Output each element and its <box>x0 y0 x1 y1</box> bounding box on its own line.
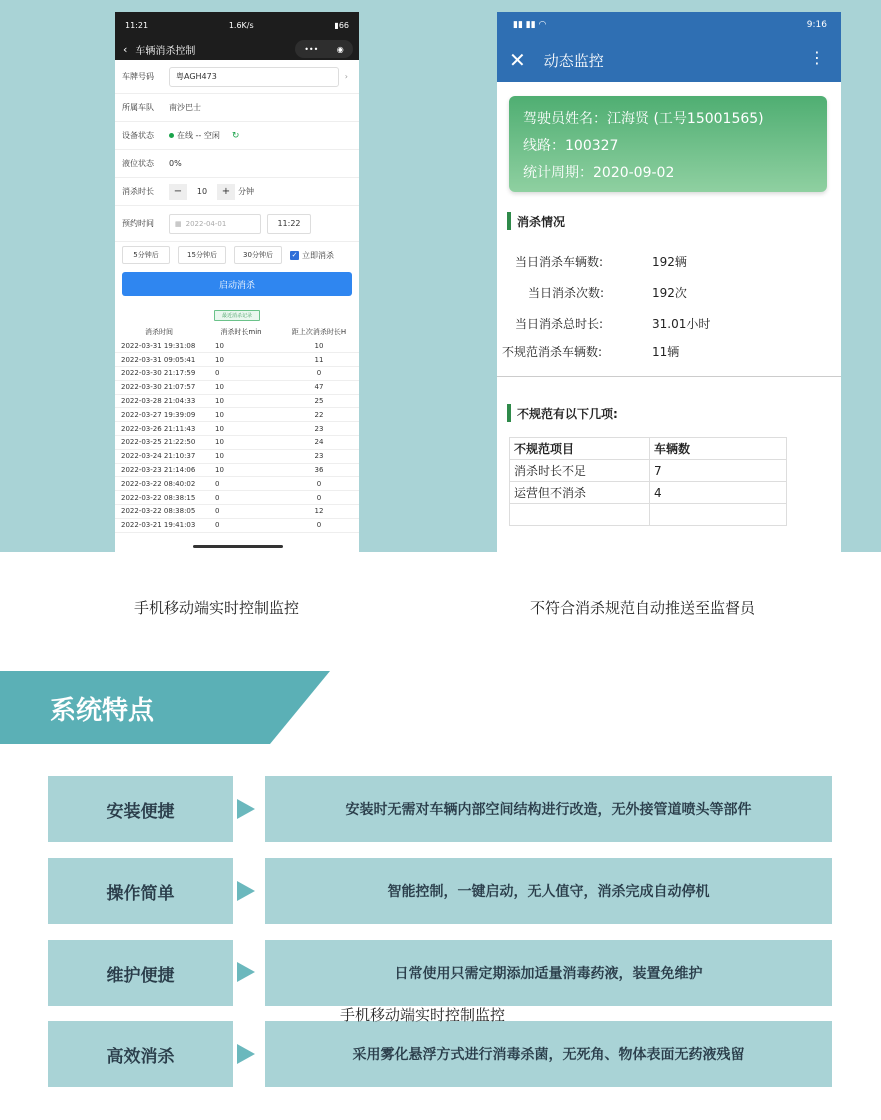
feature-key-efficient: 高效消杀 <box>48 1021 233 1087</box>
record-duration: 10 <box>203 463 279 477</box>
page-title: 车辆消杀控制 <box>135 45 196 57</box>
quick-30min-button[interactable]: 30分钟后 <box>234 246 282 264</box>
stat-label-count: 当日消杀次数: <box>528 286 605 300</box>
table-row <box>115 353 359 367</box>
record-duration: 10 <box>203 380 279 394</box>
close-icon[interactable]: ✕ <box>509 48 526 72</box>
plate-select[interactable] <box>169 67 348 87</box>
record-time: 2022-03-21 19:41:03 <box>115 518 203 532</box>
row-item <box>510 504 650 526</box>
stat-value-vehicles: 192辆 <box>652 255 687 269</box>
record-duration: 10 <box>203 436 279 450</box>
caption-right: 不符合消杀规范自动推送至监督员 <box>530 599 756 617</box>
record-time: 2022-03-27 19:39:09 <box>115 408 203 422</box>
table-row <box>115 394 359 408</box>
quick-15min-button[interactable]: 15分钟后 <box>178 246 226 264</box>
record-duration: 10 <box>203 353 279 367</box>
record-time: 2022-03-30 21:17:59 <box>115 367 203 381</box>
plate-row <box>115 60 359 94</box>
check-icon: ✓ <box>291 250 298 259</box>
arrow-right-icon <box>237 881 255 901</box>
home-indicator <box>193 545 283 548</box>
stat-value-irregular: 11辆 <box>652 345 680 359</box>
battery-icon: ▮66 <box>334 20 349 30</box>
feature-key-operate: 操作简单 <box>48 858 233 924</box>
record-interval: 22 <box>279 408 359 422</box>
row-count: 7 <box>650 460 787 482</box>
device-label: 设备状态 <box>122 131 154 140</box>
quick-options <box>115 242 359 268</box>
feature-desc-operate: 智能控制，一键启动，无人值守，消杀完成自动停机 <box>265 858 832 924</box>
table-row <box>115 477 359 491</box>
table-row <box>510 460 787 482</box>
record-interval: 0 <box>279 518 359 532</box>
duration-label: 消杀时长 <box>122 187 154 196</box>
record-interval: 23 <box>279 449 359 463</box>
arrow-right-icon <box>237 1044 255 1064</box>
record-duration: 10 <box>203 408 279 422</box>
duration-stepper <box>169 184 254 200</box>
more-icon[interactable]: ••• <box>304 44 319 54</box>
more-vertical-icon[interactable]: ⋮ <box>809 48 825 67</box>
row-count <box>650 504 787 526</box>
record-duration: 0 <box>203 491 279 505</box>
record-duration: 0 <box>203 367 279 381</box>
record-interval: 47 <box>279 380 359 394</box>
record-time: 2022-03-24 21:10:37 <box>115 449 203 463</box>
record-time: 2022-03-22 08:40:02 <box>115 477 203 491</box>
record-time: 2022-03-30 21:07:57 <box>115 380 203 394</box>
records-badge: 最近消杀记录 <box>214 310 260 321</box>
section-disinfect-title: 消杀情况 <box>517 214 566 229</box>
section-marker <box>507 404 511 422</box>
table-row <box>115 380 359 394</box>
section-disinfect <box>507 212 565 230</box>
duration-value[interactable]: 10 <box>196 187 208 196</box>
row-item: 消杀时长不足 <box>510 460 650 482</box>
immediate-label: 立即消杀 <box>302 250 334 260</box>
refresh-icon[interactable]: ↻ <box>231 130 240 141</box>
record-time: 2022-03-22 08:38:05 <box>115 505 203 519</box>
record-interval: 25 <box>279 394 359 408</box>
record-duration: 0 <box>203 505 279 519</box>
time-picker[interactable] <box>267 214 311 234</box>
phone-screenshot-monitor <box>497 12 841 552</box>
table-row <box>115 408 359 422</box>
irregular-table <box>509 437 787 526</box>
app-header <box>115 38 359 60</box>
time-value: 11:22 <box>277 219 301 228</box>
route-number: 线路：100327 <box>523 138 619 154</box>
record-interval: 36 <box>279 463 359 477</box>
table-header-row <box>510 438 787 460</box>
status-bar <box>115 12 359 38</box>
level-label: 液位状态 <box>122 159 154 168</box>
record-duration: 10 <box>203 422 279 436</box>
table-row <box>115 422 359 436</box>
record-time: 2022-03-31 09:05:41 <box>115 353 203 367</box>
header-item: 不规范项目 <box>510 438 650 460</box>
table-row <box>115 463 359 477</box>
plate-label: 车牌号码 <box>122 72 154 81</box>
record-interval: 0 <box>279 367 359 381</box>
duration-row <box>115 178 359 206</box>
section-irregular-title: 不规范有以下几项: <box>517 406 618 421</box>
table-row <box>115 518 359 532</box>
row-item: 运营但不消杀 <box>510 482 650 504</box>
record-interval: 0 <box>279 491 359 505</box>
level-value: 0% <box>169 159 182 168</box>
overlay-caption: 手机移动端实时控制监控 <box>340 1006 506 1024</box>
quick-5min-button[interactable]: 5分钟后 <box>122 246 170 264</box>
record-time: 2022-03-22 08:38:15 <box>115 491 203 505</box>
status-bar-2 <box>497 12 841 38</box>
table-row <box>510 504 787 526</box>
record-interval: 24 <box>279 436 359 450</box>
status-time-2: 9:16 <box>806 20 827 30</box>
feature-desc-maintain: 日常使用只需定期添加适量消毒药液，装置免维护 <box>265 940 832 1006</box>
immediate-checkbox[interactable] <box>290 250 334 261</box>
status-speed: 1.6K/s <box>228 20 254 30</box>
close-circle-icon[interactable]: ◉ <box>336 44 344 54</box>
table-row <box>115 505 359 519</box>
record-duration: 0 <box>203 477 279 491</box>
table-row <box>510 482 787 504</box>
device-status-text: 在线 -- 空闲 <box>177 131 220 140</box>
phone-screenshot-control <box>115 12 359 552</box>
record-duration: 10 <box>203 394 279 408</box>
feature-desc-install: 安装时无需对车辆内部空间结构进行改造，无外接管道喷头等部件 <box>265 776 832 842</box>
table-row <box>115 339 359 353</box>
record-duration: 0 <box>203 518 279 532</box>
record-time: 2022-03-31 19:31:08 <box>115 339 203 353</box>
feature-key-maintain: 维护便捷 <box>48 940 233 1006</box>
table-row <box>115 449 359 463</box>
level-row <box>115 150 359 178</box>
feature-key-install: 安装便捷 <box>48 776 233 842</box>
stat-label-duration: 当日消杀总时长: <box>515 317 604 331</box>
arrow-right-icon <box>237 799 255 819</box>
col-interval: 距上次消杀时长H <box>291 328 347 336</box>
date-value: 2022-04-01 <box>185 219 227 228</box>
back-icon[interactable]: ‹ <box>123 42 128 56</box>
date-picker[interactable] <box>169 214 261 234</box>
online-dot-icon <box>169 133 174 138</box>
record-time: 2022-03-23 21:14:06 <box>115 463 203 477</box>
plus-button[interactable]: + <box>217 184 235 200</box>
divider <box>497 376 841 377</box>
stat-period: 统计周期：2020-09-02 <box>523 165 675 181</box>
section-marker <box>507 212 511 230</box>
calendar-icon: ▦ <box>175 219 182 228</box>
stat-label-irregular: 不规范消杀车辆数: <box>502 345 603 359</box>
record-time: 2022-03-28 21:04:33 <box>115 394 203 408</box>
device-status <box>169 130 220 141</box>
signal-icon: ▮▮ ▮▮ ◠ <box>513 20 547 30</box>
col-duration: 消杀时长min <box>220 328 262 336</box>
driver-card <box>509 96 827 192</box>
header-count: 车辆数 <box>650 438 787 460</box>
stat-value-duration: 31.01小时 <box>652 317 711 331</box>
record-duration: 10 <box>203 339 279 353</box>
record-interval: 23 <box>279 422 359 436</box>
section-irregular <box>507 404 618 422</box>
battery-level: 66 <box>338 20 349 30</box>
col-time: 消杀时间 <box>145 328 173 336</box>
table-row <box>115 367 359 381</box>
fleet-value: 南沙巴士 <box>169 103 201 112</box>
start-disinfect-button[interactable]: 启动消杀 <box>122 272 352 296</box>
record-interval: 11 <box>279 353 359 367</box>
record-interval: 10 <box>279 339 359 353</box>
table-row <box>115 436 359 450</box>
schedule-label: 预约时间 <box>122 219 154 228</box>
monitor-header <box>497 38 841 82</box>
minus-button[interactable]: − <box>169 184 187 200</box>
records-table <box>115 325 359 533</box>
monitor-title: 动态监控 <box>543 51 604 70</box>
stat-value-count: 192次 <box>652 286 687 300</box>
stat-label-vehicles: 当日消杀车辆数: <box>515 255 604 269</box>
record-interval: 0 <box>279 477 359 491</box>
chevron-right-icon: › <box>344 72 348 81</box>
record-interval: 12 <box>279 505 359 519</box>
device-row <box>115 122 359 150</box>
status-time: 11:21 <box>125 20 149 30</box>
arrow-right-icon <box>237 962 255 982</box>
row-count: 4 <box>650 482 787 504</box>
driver-name: 驾驶员姓名：江海贤 (工号15001565) <box>523 111 764 127</box>
record-time: 2022-03-26 21:11:43 <box>115 422 203 436</box>
record-duration: 10 <box>203 449 279 463</box>
schedule-row <box>115 206 359 242</box>
record-time: 2022-03-25 21:22:50 <box>115 436 203 450</box>
mini-program-capsule <box>295 40 353 58</box>
duration-unit: 分钟 <box>238 187 254 196</box>
fleet-label: 所属车队 <box>122 103 154 112</box>
fleet-row <box>115 94 359 122</box>
feature-desc-efficient: 采用雾化悬浮方式进行消毒杀菌，无死角、物体表面无药液残留 <box>265 1021 832 1087</box>
plate-value: 粤AGH473 <box>176 72 217 81</box>
banner-title: 系统特点 <box>50 696 155 726</box>
table-row <box>115 491 359 505</box>
caption-left: 手机移动端实时控制监控 <box>134 599 300 617</box>
